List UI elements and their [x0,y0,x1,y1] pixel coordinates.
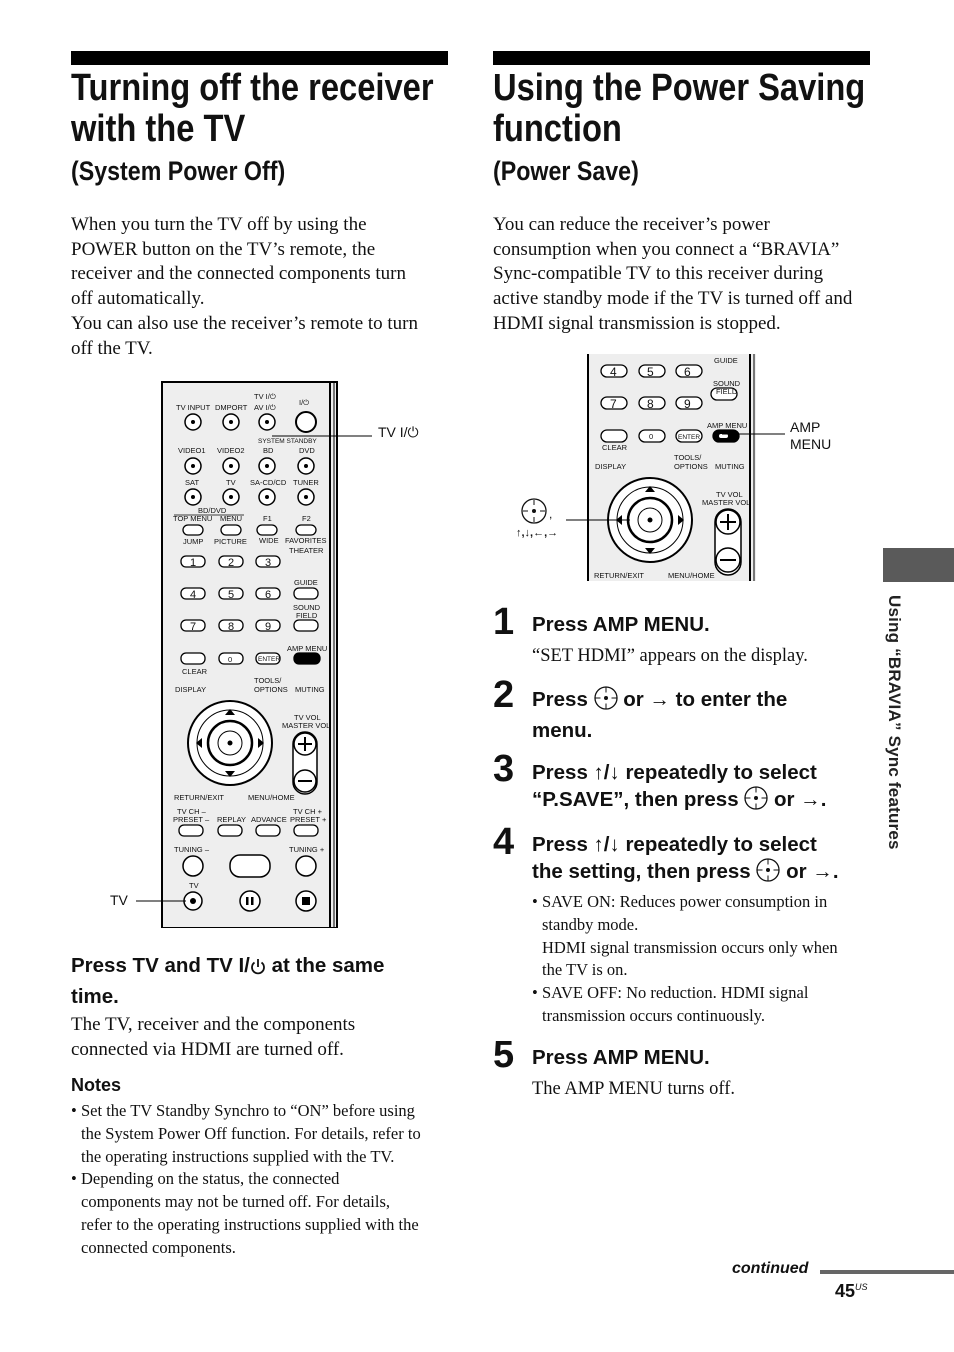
remote-label-f2: F2 [302,514,311,523]
remote-label-video1: VIDEO1 [178,446,206,455]
step-title-5: Press AMP MENU. [532,1046,710,1069]
left-title: Turning off the receiver with the TV [71,67,434,150]
left-intro: When you turn the TV off by using the POWER button on the TV’s remote, the receiver and the connected components turn off automatically. You can also use the receiver’s remote to turn off the TV. [71,214,419,359]
partial-label-field: FIELD [716,387,738,396]
page-number: $45^{US}$ [835,1281,868,1301]
left-result: The TV, receiver and the components connected via HDMI are turned off. [71,1014,356,1060]
option-save-on: • SAVE ON: Reduces power consumption in standby mode. HDMI signal transmission occurs only when the TV is on. [532,891,877,982]
remote-label-tv-input: TV INPUT [176,403,211,412]
remote-key-9: 9 [265,621,272,633]
partial-key-8: 8 [647,397,654,411]
step-title-1: Press AMP MENU. [532,613,710,636]
remote-label-sacd: SA-CD/CD [250,478,287,487]
continued-label: continued [732,1260,809,1277]
remote-label-tv: TV [189,881,199,890]
remote-dpad [188,701,272,785]
remote-label-f1: F1 [263,514,272,523]
remote-label-tv-power: TV I/⏻ [254,392,276,401]
step-title-3: Press ↑/↓ repeatedly to select “P.SAVE”, then press or →. [532,759,826,817]
remote-label-tuner: TUNER [293,478,319,487]
remote-label-power: I/⏻ [299,398,310,407]
callout-amp-menu: AMP MENU [790,419,832,452]
partial-key-7: 7 [610,397,617,411]
section-tab-label: Using “BRAVIA” Sync features [885,595,904,850]
partial-key-9: 9 [684,397,691,411]
remote-label-menu-home: MENU/HOME [248,793,295,802]
step-title-2: Press or → to enter the menu. [532,688,788,742]
step-number-4: 4 [493,821,515,863]
remote-label-muting: MUTING [295,685,325,694]
remote-label-advance: ADVANCE [251,815,287,824]
step-number-3: 3 [493,748,515,790]
remote-key-0: 0 [228,655,233,664]
left-subtitle: (System Power Off) [71,156,286,186]
remote-label-video2: VIDEO2 [217,446,245,455]
right-title: Using the Power Saving function [493,67,866,150]
partial-label-muting: MUTING [715,462,745,471]
step-number-5: 5 [493,1034,515,1076]
left-instruction: Press TV and TV I/ at the same time. [71,954,385,1008]
notes-heading: Notes [71,1075,122,1095]
remote-label-tv-ch-minus: TV CH – [177,807,206,816]
remote-key-7: 7 [190,621,197,633]
remote-label-master-vol: MASTER VOL [282,721,331,730]
partial-label-options: OPTIONS [674,462,708,471]
remote-label-theater: THEATER [289,546,324,555]
partial-label-guide: GUIDE [714,356,738,365]
remote-key-5: 5 [228,589,235,601]
remote-key-2: 2 [228,557,235,569]
remote-label-options: OPTIONS [254,685,288,694]
remote-label-favorites: FAVORITES [285,536,327,545]
partial-label-amp-menu: AMP MENU [707,421,748,430]
remote-label-tv-vol: TV VOL [294,713,321,722]
partial-label-tools: TOOLS/ [674,453,702,462]
partial-label-tv-vol: TV VOL [716,490,743,499]
remote-label-sat: SAT [185,478,200,487]
remote-key-6: 6 [265,589,272,601]
note-item: • Set the TV Standby Synchro to “ON” before using the System Power Off function. For details, refer to the operating instructions supplied with the TV. [71,1100,456,1168]
remote-label-menu: MENU [220,514,243,523]
remote-label-bd: BD [263,446,274,455]
remote-label-dmport: DMPORT [215,403,248,412]
step-number-1: 1 [493,601,515,643]
remote-key-1: 1 [190,557,197,569]
remote-label-av-power: AV I/⏻ [254,403,276,412]
remote-label-replay: REPLAY [217,815,247,824]
partial-dpad [608,478,692,562]
partial-volume-rocker [715,509,741,575]
remote-label-tuning-minus: TUNING – [174,845,210,854]
remote-key-3: 3 [265,557,272,569]
continued-rule [820,1270,954,1274]
enter-icon [756,858,780,889]
remote-label-top-menu: TOP MENU [173,514,213,523]
callout-comma: , [549,507,553,521]
remote-btn-power [296,412,316,432]
remote-key-8: 8 [228,621,235,633]
section-tab [883,548,954,582]
option-save-off: • SAVE OFF: No reduction. HDMI signal transmission occurs continuously. [532,982,877,1028]
remote-label-tools: TOOLS/ [254,676,282,685]
partial-label-enter: ENTER [678,434,701,441]
partial-key-5: 5 [647,365,654,379]
remote-label-tv-ch-plus: TV CH + [293,807,322,816]
partial-key-4: 4 [610,365,617,379]
remote-label-sound: SOUND [293,603,321,612]
left-title-bar [71,51,448,65]
notes-list [71,1100,456,1260]
note-item: • Depending on the status, the connected components may not be turned off. For details, refer to the operating instructions supplied with the connected components. [71,1168,456,1259]
callout-tv-power: TV I/⏻ [378,424,419,440]
partial-label-clear: CLEAR [602,443,628,452]
remote-label-guide: GUIDE [294,578,318,587]
remote-label-display: DISPLAY [175,685,207,694]
remote-label-picture: PICTURE [214,537,247,546]
right-title-bar [493,51,870,65]
enter-icon [594,686,618,717]
step-title-4: Press ↑/↓ repeatedly to select the setting, then press or →. [532,831,839,889]
remote-volume-rocker [293,732,317,794]
right-subtitle: (Power Save) [493,156,639,186]
step-body-5: The AMP MENU turns off. [532,1079,735,1099]
remote-label-field: FIELD [296,611,318,620]
power-icon [250,956,266,983]
remote-label-bddvd: BD/DVD [198,506,227,515]
right-intro: You can reduce the receiver’s power consumption when you connect a “BRAVIA” Sync-compatible TV to this receiver during active standby mode if the TV is turned off and HDMI signal transmission is stopped. [493,214,853,334]
remote-label-system-standby: SYSTEM STANDBY [258,438,317,445]
partial-label-master-vol: MASTER VOL [702,498,751,507]
remote-label-wide: WIDE [259,536,279,545]
partial-label-menu-home: MENU/HOME [668,571,715,580]
remote-label-return-exit: RETURN/EXIT [174,793,225,802]
step-body-1: “SET HDMI” appears on the display. [532,646,808,666]
remote-label-jump: JUMP [183,537,204,546]
remote-label-enter: ENTER [258,656,281,663]
remote-label-amp-menu: AMP MENU [287,644,328,653]
partial-label-sound: SOUND [713,379,741,388]
enter-icon [744,786,768,817]
partial-key-0: 0 [649,432,654,441]
partial-label-return-exit: RETURN/EXIT [594,571,645,580]
step4-options [532,891,877,1028]
remote-label-dvd: DVD [299,446,315,455]
remote-label-preset-plus: PRESET + [290,815,327,824]
partial-label-display: DISPLAY [595,462,627,471]
step-number-2: 2 [493,674,515,716]
partial-key-6: 6 [684,365,691,379]
remote-label-clear: CLEAR [182,667,208,676]
callout-tv: TV [110,892,128,908]
remote-label-preset-minus: PRESET – [173,815,210,824]
remote-label-tuning-plus: TUNING + [289,845,325,854]
callout-enter-icon [522,499,546,523]
callout-arrows: ↑,↓,←,→ [516,527,559,539]
remote-label-tv-input-select: TV [226,478,236,487]
remote-illustration-partial [586,354,758,582]
remote-key-4: 4 [190,589,197,601]
remote-illustration-full [160,380,340,928]
